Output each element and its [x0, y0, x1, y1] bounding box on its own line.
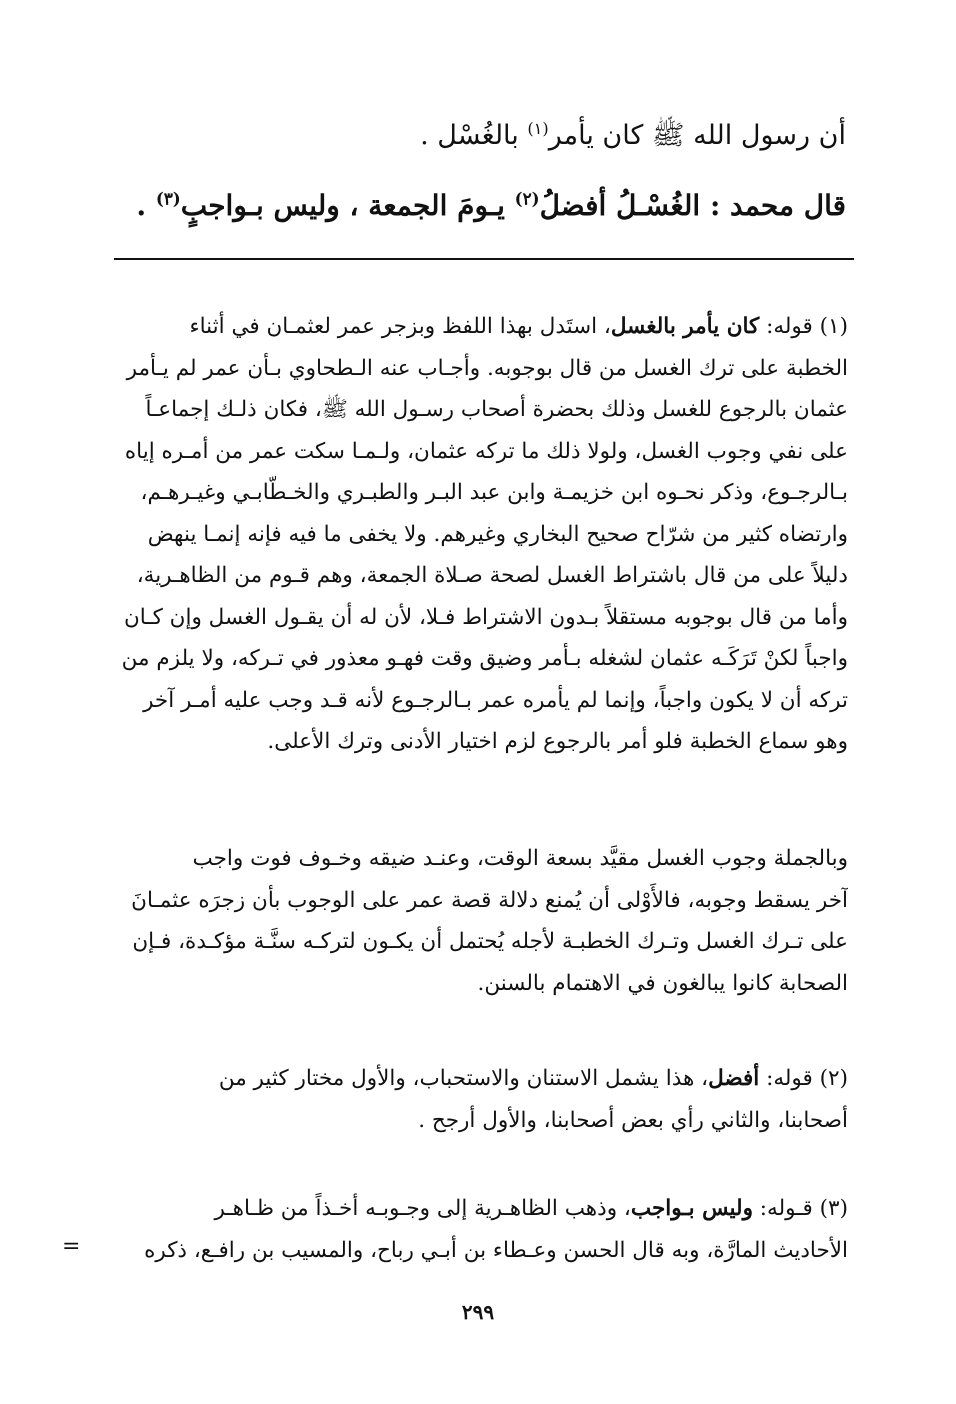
footnote-ref-1: (١)	[527, 119, 549, 138]
footnote-line: الخطبة على ترك الغسل من قال بوجوبه. وأجـاب عنه الـطحاوي بـأن عمر لم يـأمر	[126, 355, 848, 381]
footnote-line: على نفي وجوب الغسل، ولولا ذلك ما تركه عثمان، ولـمـا سكت عمر من أمـره إياه	[124, 438, 848, 464]
footnote-line: على تـرك الغسل وتـرك الخطبـة لأجله يُحتمل أن يكـون لتركـه سنَّـة مؤكـدة، فـإن	[132, 929, 848, 954]
footnote-number: (٣)	[819, 1196, 848, 1221]
main-text-segment: أن رسول الله ﷺ كان يأمر	[548, 120, 846, 151]
main-text-line-2	[106, 176, 846, 236]
footnote-separator	[114, 258, 854, 260]
footnote-intro: قـوله:	[752, 1196, 820, 1221]
footnote-intro: قوله:	[759, 314, 820, 339]
footnote-3	[106, 1188, 848, 1271]
footnote-line: بـالرجـوع، وذكر نحـوه ابن خزيمـة وابن عبد البـر والطبـري والخـطّابـي وغيـرهـم،	[140, 480, 848, 505]
footnote-keyword: أفضل	[708, 1066, 760, 1091]
footnote-line: أصحابنا، والثاني رأي بعض أصحابنا، والأول أرجح .	[418, 1107, 848, 1133]
footnote-1	[106, 306, 848, 763]
main-text-segment: قال محمد : الغُسْـلُ أفضلُ	[539, 189, 846, 222]
footnote-line: عثمان بالرجوع للغسل وذلك بحضرة أصحاب رسـول الله ﷺ، فكان ذلـك إجماعـاً	[145, 397, 848, 422]
footnote-number: (١)	[819, 314, 848, 339]
footnote-ref-2: (٢)	[514, 188, 540, 209]
footnote-2	[106, 1058, 848, 1141]
main-text-segment: يـومَ الجمعة ، وليس بـواجبٍ	[180, 189, 515, 222]
footnote-keyword: كان يأمر بالغسل	[610, 314, 760, 339]
footnote-line: وارتضاه كثير من شرّاح صحيح البخاري وغيرهم. ولا يخفى ما فيه فإنه إنمـا ينهض	[147, 521, 848, 547]
footnote-intro: قوله:	[759, 1066, 820, 1091]
footnote-line: الصحابة كانوا يبالغون في الاهتمام بالسنن.	[477, 970, 848, 996]
footnote-line: وهو سماع الخطبة فلو أمر بالرجوع لزم اختيار الأدنى وترك الأعلى.	[267, 729, 848, 754]
footnote-line: واجباً لكنْ تَرَكَـه عثمان لشغله بـأمر وضيق وقت فهـو معذور في تـركه، ولا يلزم من	[121, 646, 848, 671]
footnote-1-continuation	[106, 838, 848, 1004]
footnote-keyword: وليس بـواجب	[630, 1196, 753, 1221]
footnote-line: (١) قوله: كان يأمر بالغسل، استَدل بهذا اللفظ وبزجر عمر لعثمـان في أثناء	[189, 314, 848, 339]
footnote-line: (٣) قـوله: وليس بـواجب، وذهب الظاهـرية إلى وجـوبـه أخـذاً من ظـاهـر	[214, 1196, 848, 1221]
page-number: ٢٩٩	[461, 1300, 495, 1324]
footnote-line: دليلاً على من قال باشتراط الغسل لصحة صـلاة الجمعة، وهم قـوم من الظاهـرية،	[136, 563, 848, 588]
footnote-line: تركه أن لا يكون واجباً، وإنما لم يأمره عمر بـالرجـوع لأنه قـد وجب عليه أمـر آخر	[143, 687, 848, 713]
footnote-line: آخر يسقط وجوبه، فالأَوْلى أن يُمنع دلالة قصة عمر على الوجوب بأن زجرَه عثمـانَ	[131, 887, 848, 913]
main-text-segment: .	[136, 189, 156, 222]
footnote-line: (٢) قوله: أفضل، هذا يشمل الاستنان والاستحباب، والأول مختار كثير من	[218, 1066, 848, 1091]
continuation-mark: =	[62, 1234, 81, 1259]
footnote-line: الأحاديث المارَّة، وبه قال الحسن وعـطاء بن أبـي رباح، والمسيب بن رافـع، ذكره	[144, 1237, 848, 1263]
main-text-segment: بالغُسْل .	[420, 120, 528, 151]
footnote-number: (٢)	[819, 1066, 848, 1091]
footnote-ref-3: (٣)	[155, 188, 181, 209]
footnote-line: وأما من قال بوجوبه مستقلاً بـدون الاشتراط فـلا، لأن له أن يقـول الغسل وإن كـان	[123, 604, 848, 630]
main-text-line-1	[106, 106, 846, 166]
footnote-line: وبالجملة وجوب الغسل مقيَّد بسعة الوقت، وعنـد ضيقه وخـوف فوت واجب	[192, 846, 848, 871]
